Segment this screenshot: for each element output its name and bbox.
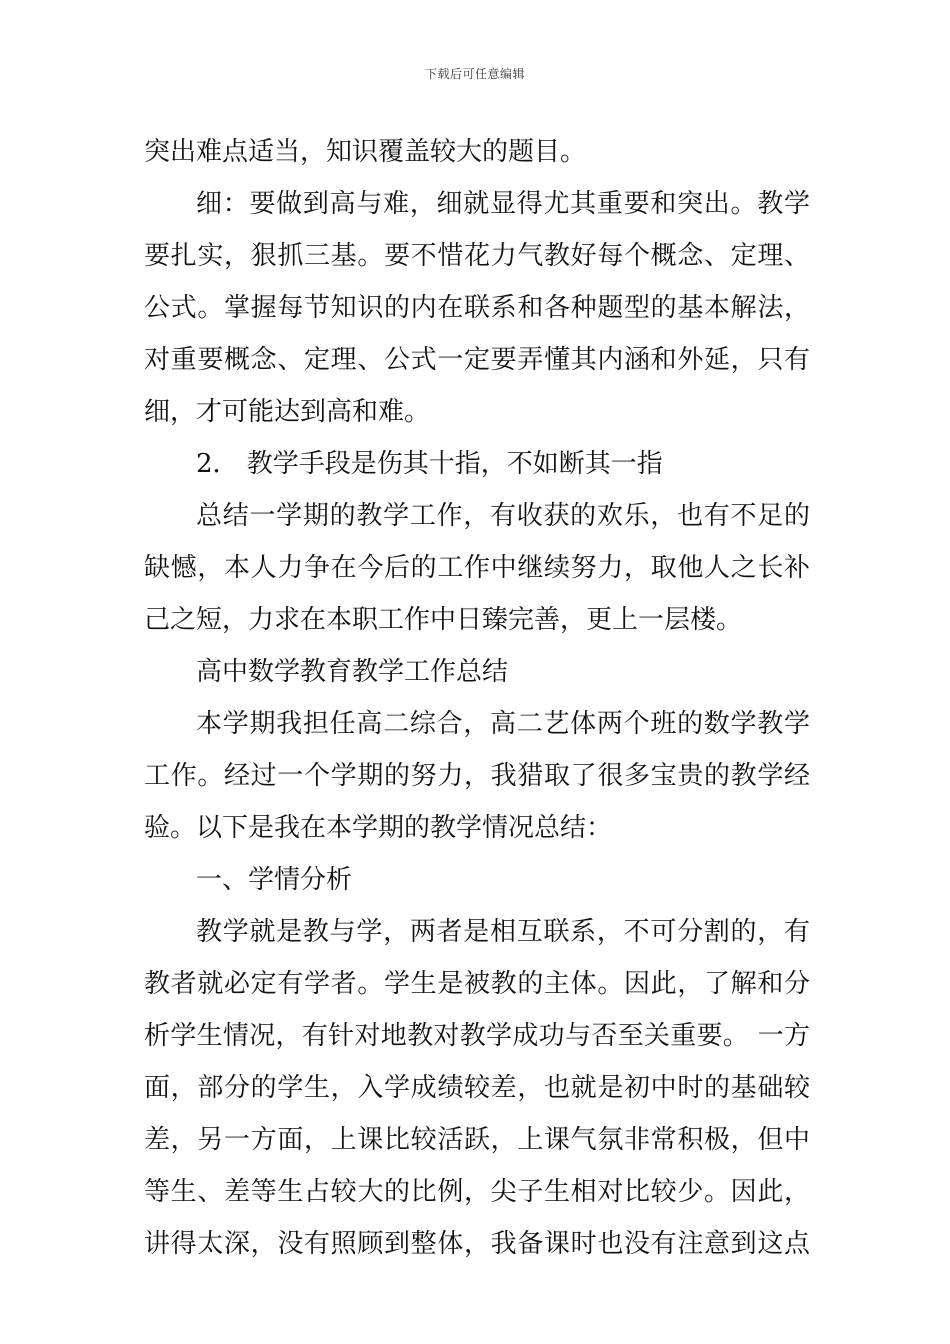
body-text	[144, 126, 810, 1270]
subsection-heading: 一、学情分析	[196, 865, 353, 895]
text-line: 教者就必定有学者。学生是被教的主体。因此，了解和分	[144, 969, 810, 999]
text-line: 缺憾，本人力争在今后的工作中继续努力，取他人之长补	[144, 553, 810, 583]
text-line: 对重要概念、定理、公式一定要弄懂其内涵和外延，只有	[144, 345, 810, 375]
text-line: 细，才可能达到高和难。	[144, 397, 431, 427]
text-line: 析学生情况，有针对地教对教学成功与否至关重要。 一方	[144, 1021, 810, 1051]
text-line: 差，另一方面，上课比较活跃，上课气氛非常积极，但中	[144, 1125, 810, 1155]
text-line: 细：要做到高与难，细就显得尤其重要和突出。教学	[196, 189, 810, 219]
text-line: 突出难点适当，知识覆盖较大的题目。	[144, 137, 587, 167]
text-line: 要扎实，狠抓三基。要不惜花力气教好每个概念、定理、	[144, 241, 810, 271]
text-line: 总结一学期的教学工作，有收获的欢乐，也有不足的	[196, 501, 810, 531]
text-line: 等生、差等生占较大的比例，尖子生相对比较少。因此，	[144, 1177, 810, 1207]
text-line: 本学期我担任高二综合，高二艺体两个班的数学教学	[196, 709, 810, 739]
text-line: 工作。经过一个学期的努力，我猎取了很多宝贵的教学经	[144, 761, 810, 791]
text-line: 讲得太深，没有照顾到整体，我备课时也没有注意到这点	[144, 1229, 810, 1259]
section-title: 高中数学教育教学工作总结	[196, 657, 509, 687]
text-line: 公式。掌握每节知识的内在联系和各种题型的基本解法，	[144, 293, 810, 323]
page-header: 下载后可任意编辑	[424, 67, 525, 81]
text-line: 教学就是教与学，两者是相互联系，不可分割的，有	[196, 917, 810, 947]
text-line: 验。以下是我在本学期的教学情况总结：	[144, 813, 613, 843]
text-line: 面，部分的学生，入学成绩较差，也就是初中时的基础较	[144, 1073, 810, 1103]
text-line: 己之短，力求在本职工作中日臻完善，更上一层楼。	[144, 605, 743, 635]
numbered-heading: 2． 教学手段是伤其十指，不如断其一指	[196, 449, 663, 479]
